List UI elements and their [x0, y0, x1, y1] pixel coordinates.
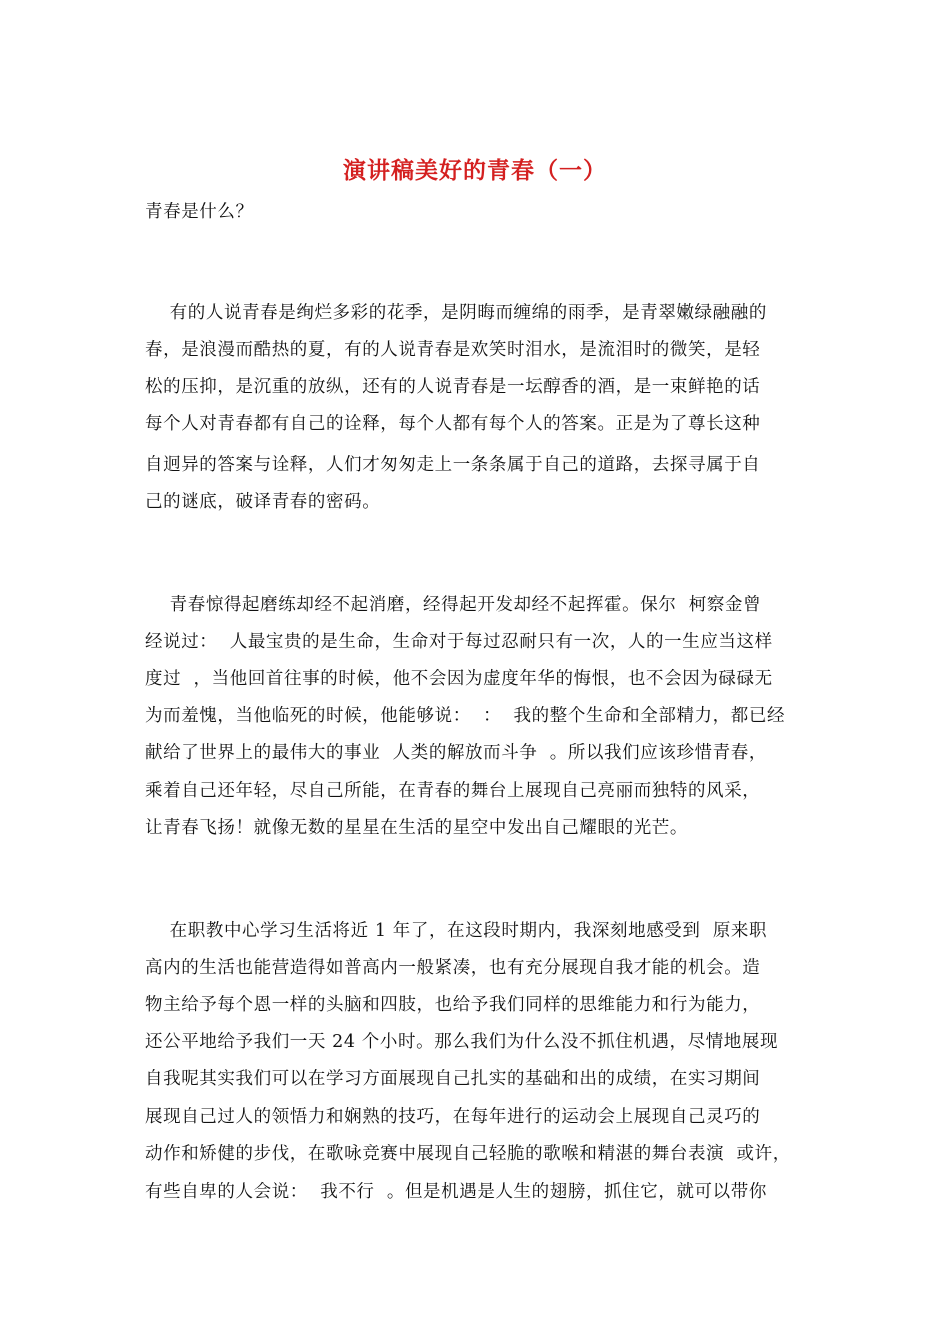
paragraph-line: 青春惊得起磨练却经不起消磨，经得起开发却经不起挥霍。保尔 柯察金曾	[145, 595, 762, 615]
paragraph-line: 献给了世界上的最伟大的事业 人类的解放而斗争 。所以我们应该珍惜青春，	[145, 743, 767, 763]
paragraph-line: 物主给予每个恩一样的头脑和四肢，也给予我们同样的思维能力和行为能力，	[145, 995, 761, 1015]
paragraph-line: 经说过： 人最宝贵的是生命，生命对于每过忍耐只有一次，人的一生应当这样	[145, 632, 773, 652]
paragraph-line: 还公平地给予我们一天 24 个小时。那么我们为什么没不抓住机遇，尽情地展现	[145, 1032, 779, 1052]
paragraph-line: 高内的生活也能营造得如普高内一般紧凑，也有充分展现自我才能的机会。造	[145, 958, 761, 978]
paragraph-line: 动作和矫健的步伐，在歌咏竞赛中展现自己轻脆的歌喉和精湛的舞台表演 或许，	[145, 1144, 791, 1164]
paragraph-line: 在职教中心学习生活将近 1 年了，在这段时期内，我深刻地感受到 原来职	[145, 921, 768, 941]
paragraph-line: 有些自卑的人会说： 我不行 。但是机遇是人生的翅膀，抓住它，就可以带你	[145, 1182, 767, 1202]
paragraph-line: 乘着自己还年轻，尽自己所能，在青春的舞台上展现自己亮丽而独特的风采，	[145, 781, 761, 801]
paragraph-line: 为而羞愧，当他临死的时候，他能够说： ： 我的整个生命和全部精力，都已经	[145, 706, 786, 726]
paragraph-line: 有的人说青春是绚烂多彩的花季，是阴晦而缠绵的雨季，是青翠嫩绿融融的	[145, 303, 767, 323]
paragraph-line: 自迥异的答案与诠释，人们才匆匆走上一条条属于自己的道路，去探寻属于自	[145, 455, 761, 475]
paragraph-line: 自我呢其实我们可以在学习方面展现自己扎实的基础和出的成绩，在实习期间	[145, 1069, 761, 1089]
paragraph-line: 松的压抑，是沉重的放纵，还有的人说青春是一坛醇香的酒，是一束鲜艳的话	[145, 377, 761, 397]
document-title: 演讲稿美好的青春（一）	[343, 158, 607, 184]
paragraph-line: 让青春飞扬！就像无数的星星在生活的星空中发出自己耀眼的光芒。	[145, 818, 688, 838]
paragraph-line: 展现自己过人的领悟力和娴熟的技巧，在每年进行的运动会上展现自己灵巧的	[145, 1107, 761, 1127]
intro-question: 青春是什么？	[145, 202, 254, 222]
paragraph-line: 每个人对青春都有自己的诠释，每个人都有每个人的答案。正是为了尊长这种	[145, 414, 761, 434]
paragraph-line: 己的谜底，破译青春的密码。	[145, 492, 381, 512]
paragraph-line: 春，是浪漫而酷热的夏，有的人说青春是欢笑时泪水，是流泪时的微笑，是轻	[145, 340, 761, 360]
paragraph-line: 度过 ，当他回首往事的时候，他不会因为虚度年华的悔恨，也不会因为碌碌无	[145, 669, 773, 689]
